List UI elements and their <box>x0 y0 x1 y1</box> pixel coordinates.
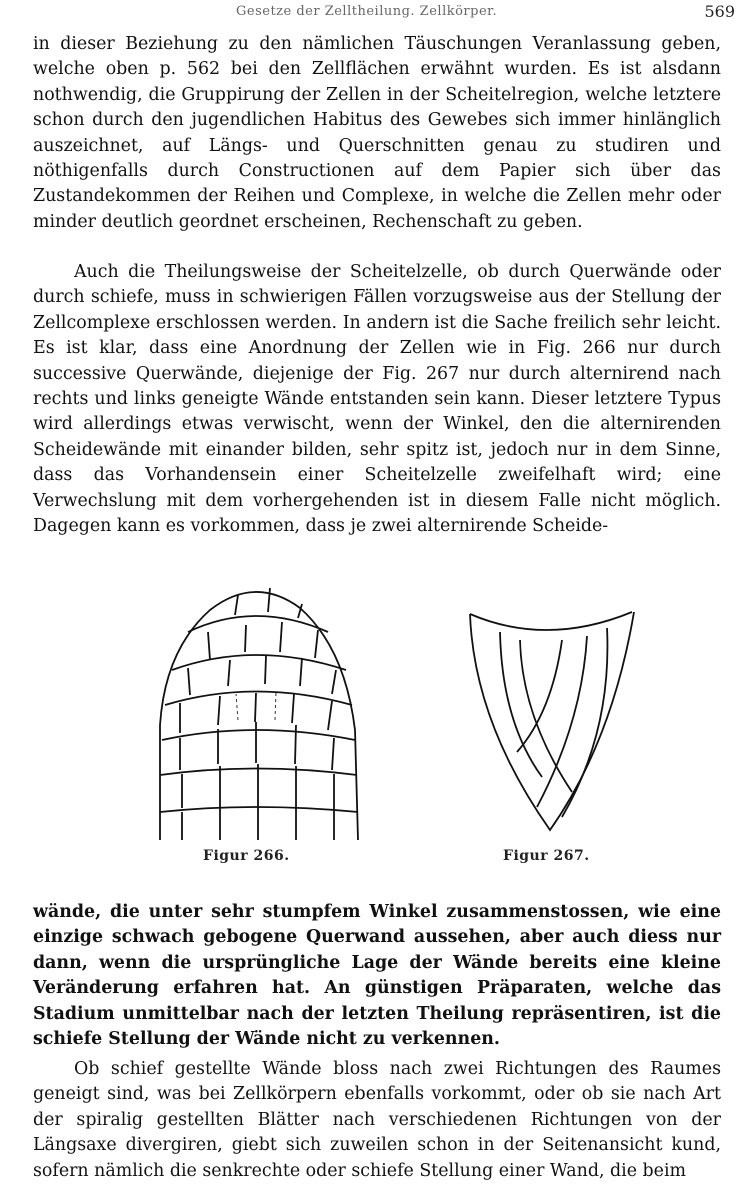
page-number: 569 <box>704 2 735 21</box>
figure-267-drawing <box>462 602 647 837</box>
paragraph-4: Ob schief gestellte Wände bloss nach zwei Richtungen des Raumes geneigt sind, was bei Zellkörpern ebenfalls vorkommt, oder ob sie nach Art der spiralig gestellten Blätter nach verschiedenen Richtungen von der Längsaxe divergiren, giebt sich zuweilen schon in der Seitenansicht kund, sofern nämlich die senkrechte oder schiefe Stellung einer Wand, die beim <box>33 1059 721 1181</box>
figure-267-caption: Figur 267. <box>503 848 590 864</box>
paragraph-3: wände, die unter sehr stumpfem Winkel zusammenstossen, wie eine einzige schwach gebogene Querwand aussehen, aber auch diess nur dann, wenn die ursprüngliche Lage der Wände bereits eine kleine Veränderung erfahren hat. An günstigen Präparaten, welche das Stadium unmittelbar nach der letzten Theilung repräsentiren, ist die schiefe Stellung der Wände nicht zu verkennen. <box>33 902 721 1050</box>
paragraph-2: Auch die Theilungsweise der Scheitelzelle, ob durch Querwände oder durch schiefe, muss in schwierigen Fällen vorzugsweise aus der Stellung der Zellcomplexe erschlossen werden. In andern ist die Sache freilich sehr leicht. Es ist klar, dass eine Anordnung der Zellen wie in Fig. 266 nur durch successive Querwände, diejenige der Fig. 267 nur durch alternirend nach rechts und links geneigte Wände entstanden sein kann. Dieser letztere Typus wird allerdings etwas verwischt, wenn der Winkel, den die alternirenden Scheidewände mit einander bilden, sehr spitz ist, jedoch nur in dem Sinne, dass das Vorhandensein einer Scheitelzelle zweifelhaft wird; eine Verwechslung mit dem vorhergehenden ist in diesem Falle nicht möglich. Dagegen kann es vorkommen, dass je zwei alternirende Scheide- <box>33 262 721 537</box>
figure-266-drawing <box>150 570 365 845</box>
page-header <box>0 2 743 24</box>
figure-266-caption: Figur 266. <box>203 848 290 864</box>
figure-area <box>0 560 743 870</box>
running-head: Gesetze der Zelltheilung. Zellkörper. <box>236 4 498 19</box>
paragraph-1: in dieser Beziehung zu den nämlichen Täuschungen Veranlassung geben, welche oben p. 562 bei den Zellflächen erwähnt wurden. Es ist alsdann nothwendig, die Gruppirung der Zellen in der Scheitelregion, welche letztere schon durch den jugendlichen Habitus des Gewebes sich immer hinlänglich auszeichnet, auf Längs- und Querschnitten genau zu studiren und nöthigenfalls durch Constructionen auf dem Papier sich über das Zustandekommen der Reihen und Complexe, in welche die Zellen mehr oder minder deutlich geordnet erscheinen, Rechenschaft zu geben. <box>33 34 721 232</box>
